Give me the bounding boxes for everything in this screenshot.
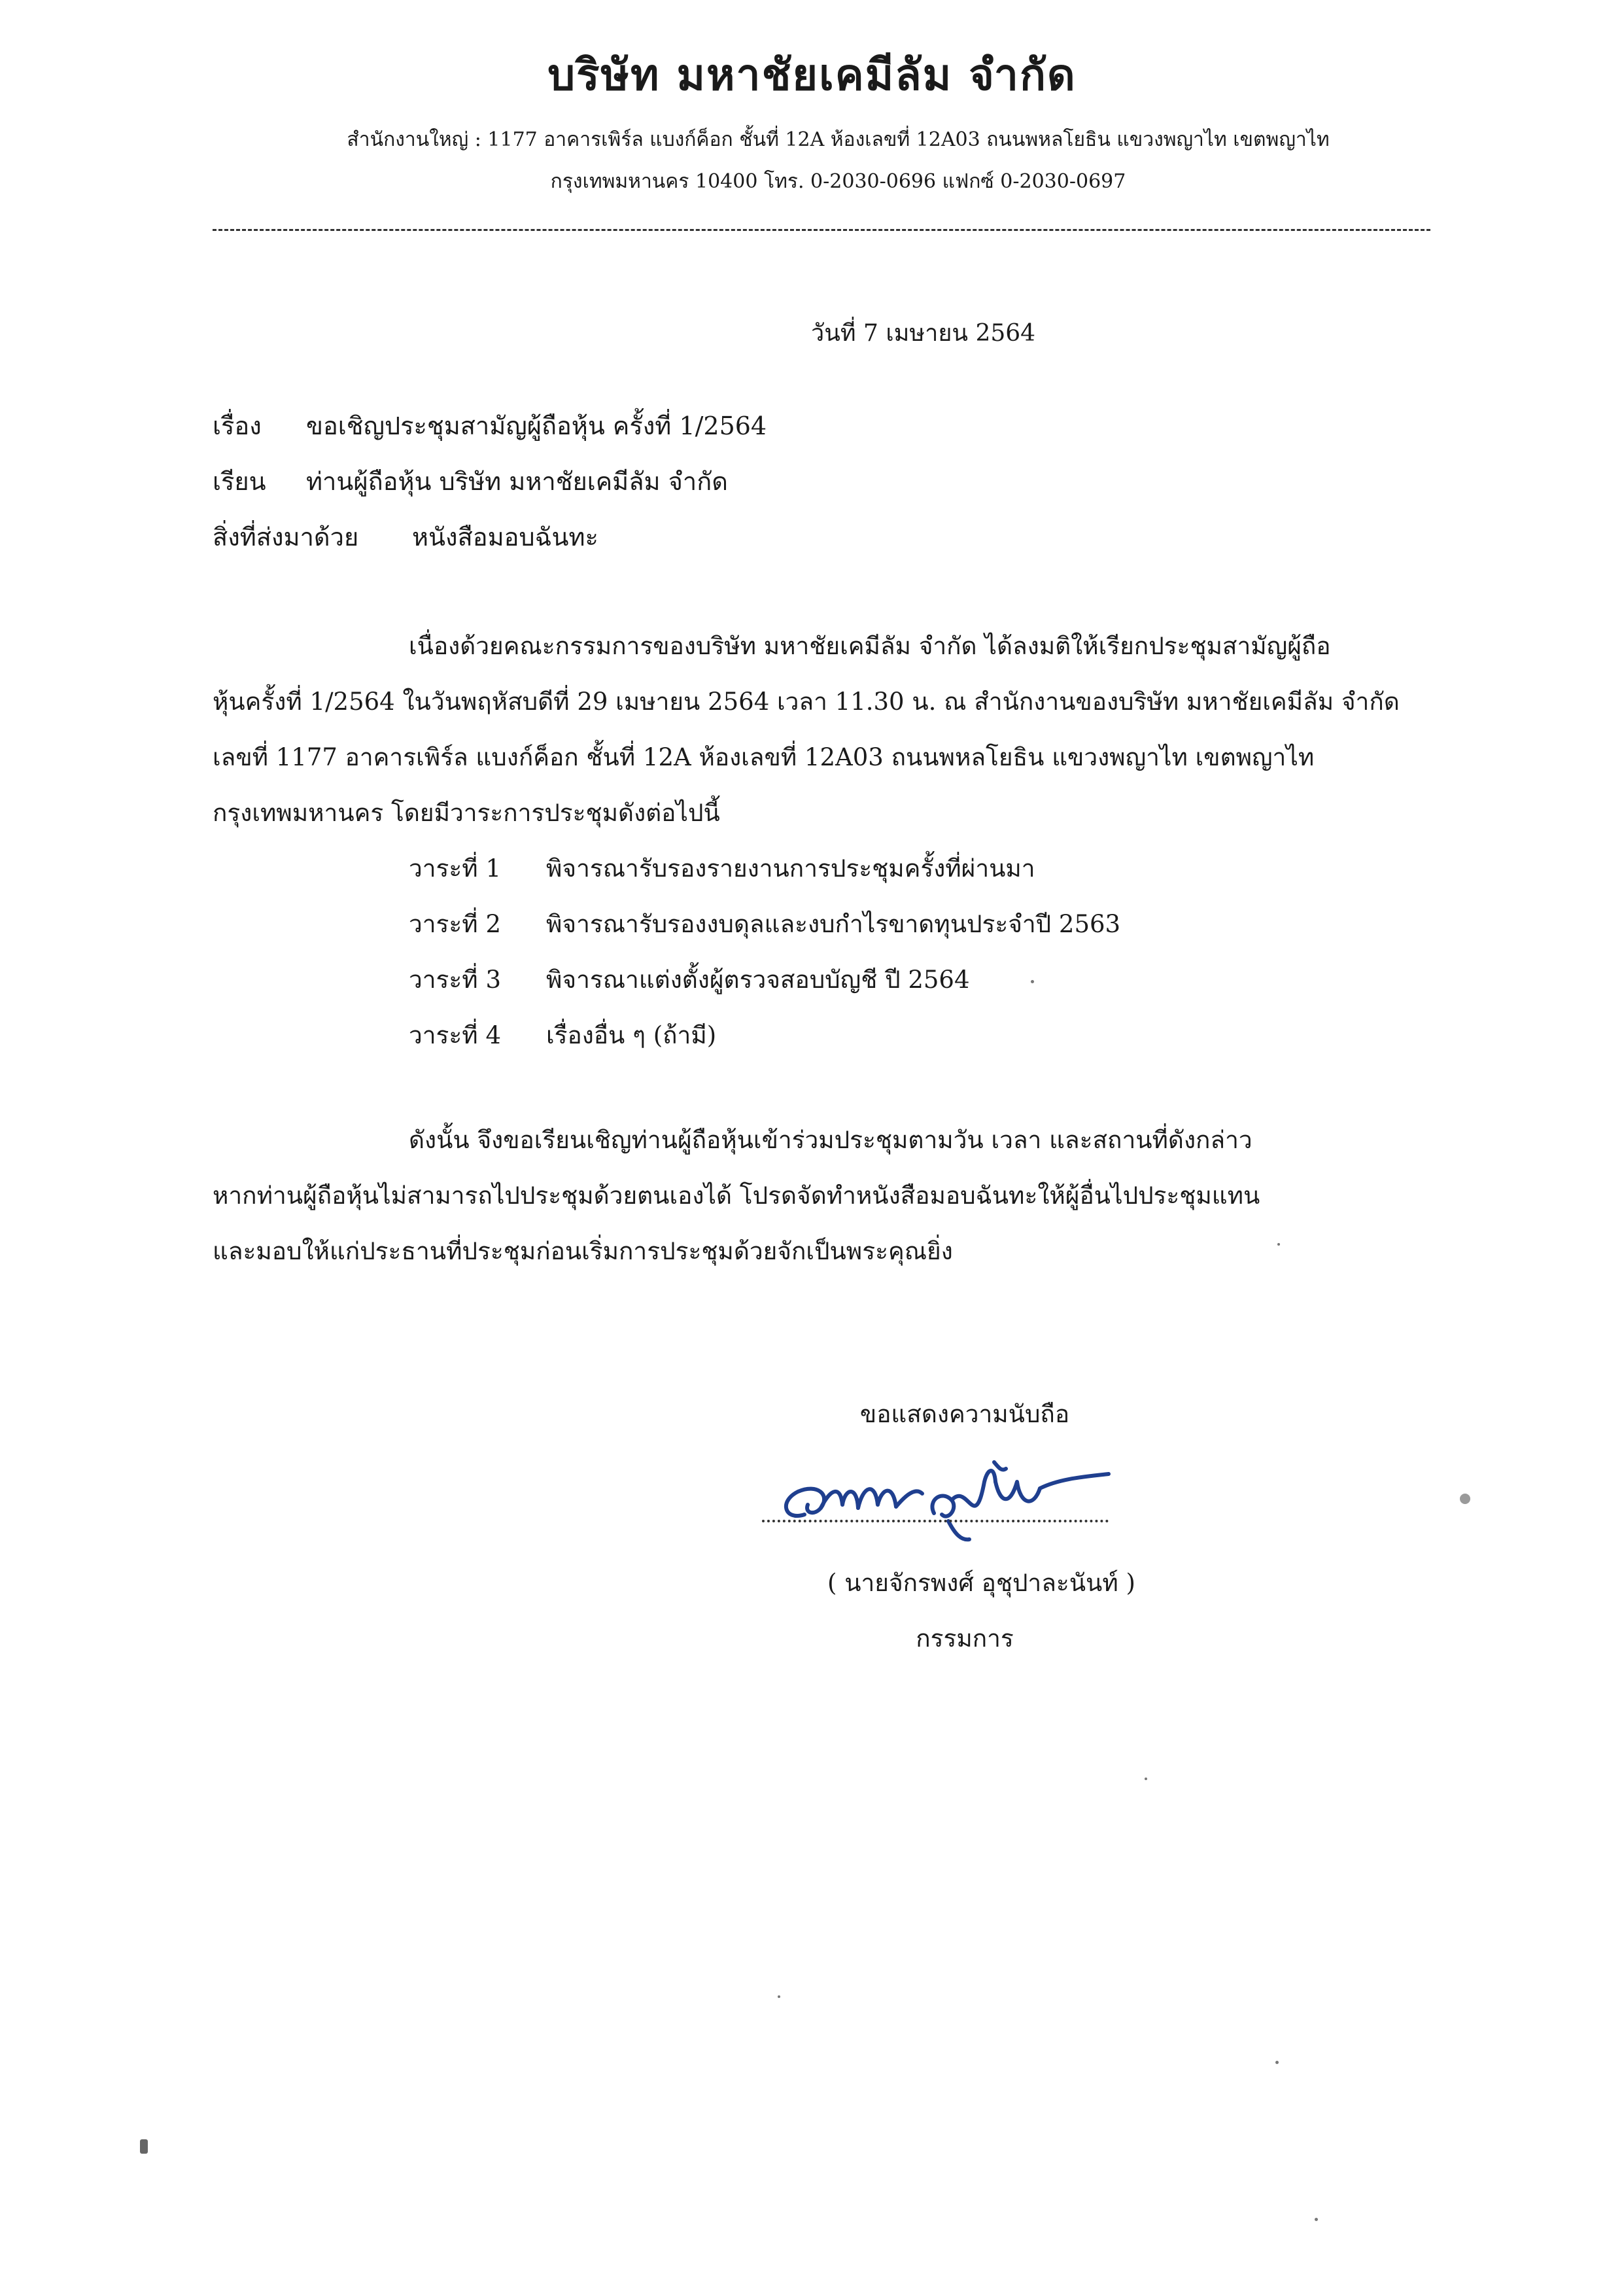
body-line: เลขที่ 1177 อาคารเพิร์ล แบงก์ค็อก ชั้นที่ 12A ห้องเลขที่ 12A03 ถนนพหลโยธิน แขวงพญาไท เขตพญาไท [213,743,1315,771]
agenda-item-label: วาระที่ 4 [409,1021,501,1049]
agenda-item-text: เรื่องอื่น ๆ (ถ้ามี) [546,1021,717,1049]
letter-date: วันที่ 7 เมษายน 2564 [811,320,1036,347]
recipient-label: เรียน [213,467,266,496]
scan-speck [140,2139,148,2154]
agenda-item-text: พิจารณารับรองรายงานการประชุมครั้งที่ผ่านมา [546,854,1035,883]
scan-speck [1145,1778,1147,1780]
scan-speck [1031,980,1034,983]
scan-speck [1315,2218,1318,2221]
letterhead-divider [213,229,1430,231]
agenda-item-text: พิจารณาแต่งตั้งผู้ตรวจสอบบัญชี ปี 2564 [546,966,970,994]
scan-speck [1275,2061,1279,2064]
agenda-item-label: วาระที่ 1 [409,854,501,883]
body-line: เนื่องด้วยคณะกรรมการของบริษัท มหาชัยเคมีลัม จำกัด ได้ลงมติให้เรียกประชุมสามัญผู้ถือ [409,632,1331,660]
scan-speck [1460,1494,1470,1504]
subject-label: เรื่อง [213,412,262,440]
closing-salutation: ขอแสดงความนับถือ [859,1400,1070,1428]
agenda-item-text: พิจารณารับรองงบดุลและงบกำไรขาดทุนประจำปี 2563 [546,910,1121,938]
handwritten-signature [759,1443,1125,1554]
company-name: บริษัท มหาชัยเคมีลัม จำกัด [547,50,1077,100]
body-line: กรุงเทพมหานคร โดยมีวาระการประชุมดังต่อไปนี้ [213,799,720,827]
recipient-value: ท่านผู้ถือหุ้น บริษัท มหาชัยเคมีลัม จำกัด [306,467,728,496]
attachment-value: หนังสือมอบฉันทะ [412,523,598,552]
signer-title: กรรมการ [916,1624,1014,1653]
agenda-item-label: วาระที่ 2 [409,910,501,938]
body-line: หุ้นครั้งที่ 1/2564 ในวันพฤหัสบดีที่ 29 เมษายน 2564 เวลา 11.30 น. ณ สำนักงานของบริษัท มหาชัยเคมีลัม จำกัด [213,688,1400,716]
address-line-2: กรุงเทพมหานคร 10400 โทร. 0-2030-0696 แฟกซ์ 0-2030-0697 [550,170,1126,193]
scan-speck [1277,1243,1280,1246]
closing-line: และมอบให้แก่ประธานที่ประชุมก่อนเริ่มการประชุมด้วยจักเป็นพระคุณยิ่ง [213,1237,953,1265]
agenda-item-label: วาระที่ 3 [409,966,501,994]
signature-dotted-line [762,1520,1109,1522]
scan-speck [778,1995,780,1998]
signer-name: ( นายจักรพงศ์ อุชุปาละนันท์ ) [827,1569,1135,1597]
subject-value: ขอเชิญประชุมสามัญผู้ถือหุ้น ครั้งที่ 1/2564 [306,412,767,440]
closing-line: ดังนั้น จึงขอเรียนเชิญท่านผู้ถือหุ้นเข้าร่วมประชุมตามวัน เวลา และสถานที่ดังกล่าว [409,1126,1253,1154]
closing-line: หากท่านผู้ถือหุ้นไม่สามารถไปประชุมด้วยตนเองได้ โปรดจัดทำหนังสือมอบฉันทะให้ผู้อื่นไปประชุมแทน [213,1182,1260,1210]
address-line-1: สำนักงานใหญ่ : 1177 อาคารเพิร์ล แบงก์ค็อก ชั้นที่ 12A ห้องเลขที่ 12A03 ถนนพหลโยธิน แขวงพญาไท เขตพญาไท [347,128,1330,151]
attachment-label: สิ่งที่ส่งมาด้วย [213,523,359,552]
